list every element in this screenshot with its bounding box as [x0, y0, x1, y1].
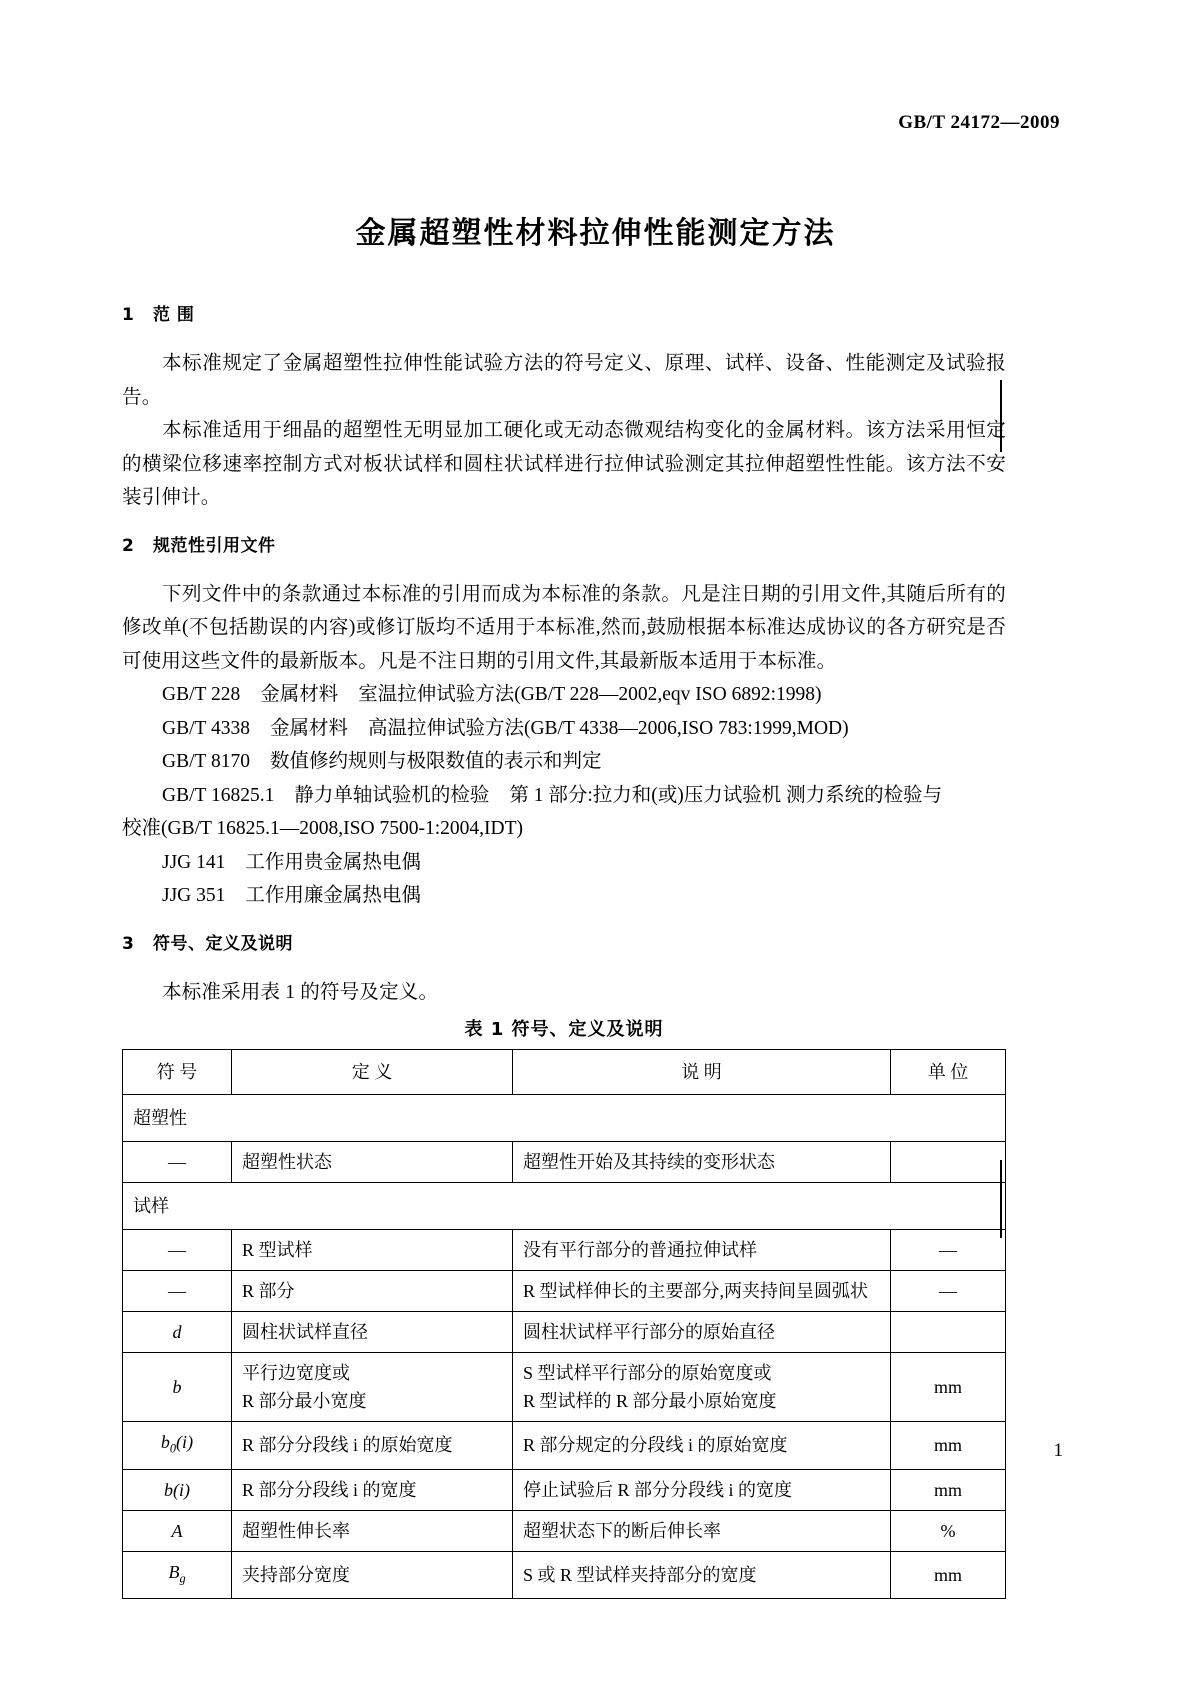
table-caption: 表 1 符号、定义及说明 — [464, 1019, 664, 1040]
cell-symbol: A — [123, 1510, 232, 1551]
cell-symbol: d — [123, 1312, 232, 1353]
cell-unit — [891, 1142, 1006, 1183]
reference-code-gbt4338: GB/T 4338 — [162, 717, 250, 739]
cell-description: 超塑性开始及其持续的变形状态 — [513, 1142, 891, 1183]
cell-unit: mm — [891, 1422, 1006, 1470]
clause-1-paragraph-2: 本标准适用于细晶的超塑性无明显加工硬化或无动态微观结构变化的金属材料。该方法采用恒定的横梁位移速率控制方式对板状试样和圆柱状试样进行拉伸试验测定其拉伸超塑性性能。该方法不安装引伸计。 — [122, 420, 1006, 508]
cell-symbol: b — [123, 1353, 232, 1422]
reference-item-gbt228 — [122, 678, 1006, 712]
cell-definition-multiline — [232, 1353, 513, 1422]
cell-unit: mm — [891, 1469, 1006, 1510]
table-row — [123, 1353, 1006, 1422]
clause-2-paragraph-1: 下列文件中的条款通过本标准的引用而成为本标准的条款。凡是注日期的引用文件,其随后所有的修改单(不包括勘误的内容)或修订版均不适用于本标准,然而,鼓励根据本标准达成协议的各方研究是否可使用这些文件的最新版本。凡是不注日期的引用文件,其最新版本适用于本标准。 — [122, 583, 1006, 672]
table-row — [123, 1230, 1006, 1271]
clause-3-paragraph-1: 本标准采用表 1 的符号及定义。 — [162, 981, 439, 1003]
clause-heading-1 — [122, 300, 1006, 325]
table-row — [123, 1271, 1006, 1312]
column-header-definition: 定 义 — [232, 1050, 513, 1095]
reference-item-gbt4338 — [122, 712, 1006, 746]
reference-title-gbt228: 金属材料 — [260, 684, 339, 705]
table-row — [123, 1510, 1006, 1551]
table-group-row — [123, 1183, 1006, 1230]
clause-number-2: 2 — [122, 535, 135, 556]
reference-title-gbt8170: 数值修约规则与极限数值的表示和判定 — [269, 751, 602, 772]
cell-definition: 超塑性伸长率 — [232, 1510, 513, 1551]
table-body — [123, 1095, 1006, 1599]
cell-definition-line2: R 部分最小宽度 — [242, 1391, 367, 1411]
table-header — [123, 1050, 1006, 1095]
cell-unit: — — [891, 1230, 1006, 1271]
reference-subtitle-gbt16825: 第 1 部分:拉力和(或)压力试验机 测力系统的检验与 — [509, 784, 943, 806]
group-label-superplasticity: 超塑性 — [123, 1095, 1006, 1142]
reference-title-gbt4338: 金属材料 — [269, 717, 348, 739]
reference-title-jjg141: 工作用贵金属热电偶 — [245, 851, 421, 873]
page-title: 金属超塑性材料拉伸性能测定方法 — [355, 216, 836, 251]
cell-description: 圆柱状试样平行部分的原始直径 — [513, 1312, 891, 1353]
cell-definition: R 型试样 — [232, 1230, 513, 1271]
cell-definition: R 部分 — [232, 1271, 513, 1312]
cell-description: 超塑状态下的断后伸长率 — [513, 1510, 891, 1551]
reference-item-jjg141 — [122, 846, 1006, 880]
page-number: 1 — [1053, 1440, 1063, 1461]
cell-definition-line1: 平行边宽度或 — [242, 1363, 350, 1383]
clause-heading-2 — [122, 531, 1006, 556]
clause-number-1: 1 — [122, 305, 135, 325]
cell-unit: — — [891, 1271, 1006, 1312]
cell-description: R 型试样伸长的主要部分,两夹持间呈圆弧状 — [513, 1271, 891, 1312]
reference-title-gbt16825: 静力单轴试验机的检验 — [294, 784, 490, 806]
reference-code-jjg141: JJG 141 — [162, 851, 226, 873]
cell-definition: R 部分分段线 i 的宽度 — [232, 1469, 513, 1510]
cell-symbol: $B_g$ — [123, 1551, 232, 1599]
cell-description: 停止试验后 R 部分分段线 i 的宽度 — [513, 1469, 891, 1510]
reference-subtitle-gbt4338: 高温拉伸试验方法(GB/T 4338—2006,ISO 783:1999,MOD) — [367, 717, 849, 739]
cell-symbol: b(i) — [123, 1469, 232, 1510]
reference-item-gbt16825 — [122, 779, 1006, 813]
cell-symbol: — — [123, 1271, 232, 1312]
reference-title-jjg351: 工作用廉金属热电偶 — [245, 885, 421, 906]
clause-title-1: 范 围 — [153, 305, 195, 325]
clause-heading-3 — [122, 929, 1006, 954]
table-header-row — [123, 1050, 1006, 1095]
symbols-table — [122, 1049, 1006, 1599]
cell-description-multiline — [513, 1353, 891, 1422]
cell-unit: mm — [891, 1353, 1006, 1422]
cell-description-line2: R 型试样的 R 部分最小原始宽度 — [523, 1391, 777, 1411]
column-header-symbol: 符 号 — [123, 1050, 232, 1095]
group-label-specimen: 试样 — [123, 1183, 1006, 1230]
table-group-row — [123, 1095, 1006, 1142]
cell-description: S 或 R 型试样夹持部分的宽度 — [513, 1551, 891, 1599]
reference-code-gbt16825: GB/T 16825.1 — [162, 784, 275, 806]
table-row — [123, 1469, 1006, 1510]
cell-definition: 圆柱状试样直径 — [232, 1312, 513, 1353]
cell-symbol: — — [123, 1230, 232, 1271]
reference-code-gbt8170: GB/T 8170 — [162, 751, 250, 772]
column-header-description: 说 明 — [513, 1050, 891, 1095]
document-content — [122, 300, 1006, 1599]
cell-symbol: — — [123, 1142, 232, 1183]
reference-item-gbt8170 — [122, 745, 1006, 779]
reference-code-jjg351: JJG 351 — [162, 885, 226, 906]
table-row — [123, 1312, 1006, 1353]
table-row — [123, 1551, 1006, 1599]
cell-description-line1: S 型试样平行部分的原始宽度或 — [523, 1363, 772, 1383]
clause-title-3: 符号、定义及说明 — [153, 933, 293, 954]
cell-unit: % — [891, 1510, 1006, 1551]
clause-number-3: 3 — [122, 933, 135, 954]
cell-unit — [891, 1312, 1006, 1353]
cell-definition: 夹持部分宽度 — [232, 1551, 513, 1599]
cell-symbol: $b_0(i)$ — [123, 1422, 232, 1470]
column-header-unit: 单 位 — [891, 1050, 1006, 1095]
running-header-standard-code: GB/T 24172—2009 — [898, 112, 1060, 133]
reference-subtitle-gbt228: 室温拉伸试验方法(GB/T 228—2002,eqv ISO 6892:1998) — [358, 684, 822, 705]
table-row — [123, 1422, 1006, 1470]
clause-1-paragraph-1: 本标准规定了金属超塑性拉伸性能试验方法的符号定义、原理、试样、设备、性能测定及试验报告。 — [122, 353, 1006, 408]
reference-code-gbt228: GB/T 228 — [162, 684, 241, 705]
table-row — [123, 1142, 1006, 1183]
reference-continuation-line: 校准(GB/T 16825.1—2008,ISO 7500-1:2004,IDT) — [122, 818, 523, 839]
cell-definition: R 部分分段线 i 的原始宽度 — [232, 1422, 513, 1470]
cell-definition: 超塑性状态 — [232, 1142, 513, 1183]
cell-description: R 部分规定的分段线 i 的原始宽度 — [513, 1422, 891, 1470]
cell-unit: mm — [891, 1551, 1006, 1599]
clause-title-2: 规范性引用文件 — [153, 535, 276, 556]
cell-description: 没有平行部分的普通拉伸试样 — [513, 1230, 891, 1271]
reference-item-jjg351 — [122, 879, 1006, 913]
